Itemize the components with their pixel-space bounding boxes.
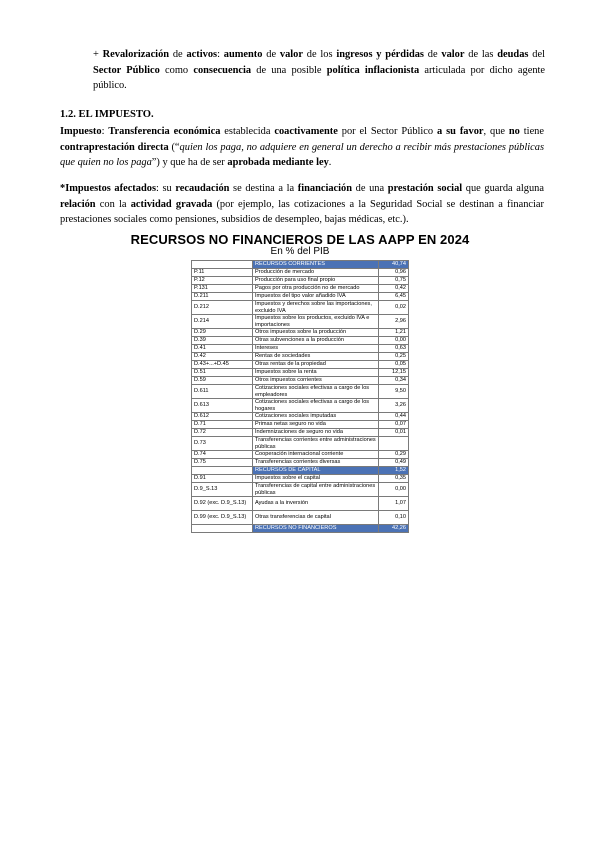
- description-cell: Ayudas a la inversión: [253, 497, 379, 511]
- table-row: [192, 301, 409, 315]
- description-cell: RECURSOS DE CAPITAL: [253, 467, 379, 475]
- value-cell: 0,10: [379, 511, 409, 525]
- description-cell: Impuestos del tipo valor añadido IVA: [253, 293, 379, 301]
- description-cell: Otras rentas de la propiedad: [253, 361, 379, 369]
- value-cell: 0,49: [379, 459, 409, 467]
- code-cell: D.91: [192, 475, 253, 483]
- description-cell: Impuestos sobre la renta: [253, 369, 379, 377]
- resources-table: [191, 260, 409, 533]
- value-cell: 0,25: [379, 353, 409, 361]
- value-cell: 0,05: [379, 361, 409, 369]
- table-section-row: [192, 467, 409, 475]
- paragraph-impuesto: Impuesto: Transferencia económica establecida coactivamente por el Sector Público a su favor, que no tiene contraprestación directa (“quien los paga, no adquiere en general un derecho a recibir más prestaciones públicas que quien no los paga”) y que ha de ser aprobada mediante ley.: [60, 126, 545, 168]
- code-cell: D.41: [192, 345, 253, 353]
- table-row: [192, 451, 409, 459]
- value-cell: 0,42: [379, 285, 409, 293]
- value-cell: [379, 437, 409, 451]
- value-cell: 0,35: [379, 475, 409, 483]
- code-cell: D.211: [192, 293, 253, 301]
- value-cell: 0,63: [379, 345, 409, 353]
- value-cell: 12,15: [379, 369, 409, 377]
- value-cell: 0,96: [379, 269, 409, 277]
- code-cell: D.73: [192, 437, 253, 451]
- code-cell: D.613: [192, 399, 253, 413]
- table-row: [192, 483, 409, 497]
- table-section-row: [192, 525, 409, 533]
- code-cell: D.214: [192, 315, 253, 329]
- description-cell: Transferencias de capital entre administraciones públicas: [253, 483, 379, 497]
- section-heading: 1.2. EL IMPUESTO.: [60, 109, 154, 120]
- value-cell: 0,29: [379, 451, 409, 459]
- code-cell: D.611: [192, 385, 253, 399]
- code-cell: D.29: [192, 329, 253, 337]
- value-cell: 0,34: [379, 377, 409, 385]
- value-cell: 0,01: [379, 429, 409, 437]
- value-cell: 1,21: [379, 329, 409, 337]
- table-row: [192, 459, 409, 467]
- description-cell: RECURSOS NO FINANCIEROS: [253, 525, 379, 533]
- value-cell: 3,26: [379, 399, 409, 413]
- code-cell: D.612: [192, 413, 253, 421]
- value-cell: 6,45: [379, 293, 409, 301]
- code-cell: P.11: [192, 269, 253, 277]
- paragraph-impuestos-afectados: *Impuestos afectados: su recaudación se destina a la financiación de una prestación social que guarda alguna relación con la actividad gravada (por ejemplo, las cotizaciones a la Seguridad Social se destinan a financiar prestaciones sociales como pensiones, subsidios de desempleo, bajas médicas, etc.).: [60, 183, 544, 225]
- table-row: [192, 293, 409, 301]
- code-cell: D.99 (exc. D.9_S.13): [192, 511, 253, 525]
- description-cell: Intereses: [253, 345, 379, 353]
- table-subtitle: En % del PIB: [270, 246, 330, 257]
- table-row: [192, 277, 409, 285]
- description-cell: Impuestos y derechos sobre las importaciones, excluido IVA: [253, 301, 379, 315]
- description-cell: Cotizaciones sociales efectivas a cargo de los empleadores: [253, 385, 379, 399]
- description-cell: Otros impuestos corrientes: [253, 377, 379, 385]
- code-cell: D.72: [192, 429, 253, 437]
- table-row: [192, 399, 409, 413]
- code-cell: D.42: [192, 353, 253, 361]
- value-cell: 0,00: [379, 337, 409, 345]
- value-cell: 0,00: [379, 483, 409, 497]
- table-row: [192, 369, 409, 377]
- code-cell: [192, 525, 253, 533]
- description-cell: Impuestos sobre el capital: [253, 475, 379, 483]
- code-cell: [192, 467, 253, 475]
- description-cell: Producción para uso final propio: [253, 277, 379, 285]
- description-cell: Primas netas seguro no vida: [253, 421, 379, 429]
- description-cell: Indemnizaciones de seguro no vida: [253, 429, 379, 437]
- value-cell: 1,07: [379, 497, 409, 511]
- code-cell: D.43+...+D.45: [192, 361, 253, 369]
- table-row: [192, 329, 409, 337]
- description-cell: Otras subvenciones a la producción: [253, 337, 379, 345]
- table-row: [192, 353, 409, 361]
- table-row: [192, 377, 409, 385]
- description-cell: Transferencias corrientes diversas: [253, 459, 379, 467]
- value-cell: 0,44: [379, 413, 409, 421]
- table-row: [192, 429, 409, 437]
- value-cell: 0,02: [379, 301, 409, 315]
- table-row: [192, 421, 409, 429]
- code-cell: D.39: [192, 337, 253, 345]
- paragraph-revalorizacion: + Revalorización de activos: aumento de valor de los ingresos y pérdidas de valor de las deudas del Sector Público como consecuencia de una posible política inflacionista articulada por dicho agente público.: [93, 49, 546, 91]
- description-cell: Pagos por otra producción no de mercado: [253, 285, 379, 293]
- table-row: [192, 475, 409, 483]
- table-row: [192, 361, 409, 369]
- description-cell: Cooperación internacional corriente: [253, 451, 379, 459]
- description-cell: Impuestos sobre los productos, excluido IVA e importaciones: [253, 315, 379, 329]
- code-cell: D.59: [192, 377, 253, 385]
- description-cell: Rentas de sociedades: [253, 353, 379, 361]
- description-cell: Producción de mercado: [253, 269, 379, 277]
- code-cell: D.9_S.13: [192, 483, 253, 497]
- table-row: [192, 413, 409, 421]
- code-cell: D.92 (exc. D.9_S.13): [192, 497, 253, 511]
- table-row: [192, 437, 409, 451]
- value-cell: 0,07: [379, 421, 409, 429]
- table-row: [192, 385, 409, 399]
- table-row: [192, 345, 409, 353]
- code-cell: D.51: [192, 369, 253, 377]
- table-row: [192, 497, 409, 511]
- table-row: [192, 269, 409, 277]
- value-cell: 0,75: [379, 277, 409, 285]
- code-cell: D.71: [192, 421, 253, 429]
- description-cell: Otras transferencias de capital: [253, 511, 379, 525]
- code-cell: P.131: [192, 285, 253, 293]
- table-row: [192, 315, 409, 329]
- code-cell: [192, 261, 253, 269]
- code-cell: D.75: [192, 459, 253, 467]
- code-cell: P.12: [192, 277, 253, 285]
- description-cell: Cotizaciones sociales imputadas: [253, 413, 379, 421]
- value-cell: 9,50: [379, 385, 409, 399]
- table-row: [192, 285, 409, 293]
- table-section-row: [192, 261, 409, 269]
- table-title: RECURSOS NO FINANCIEROS DE LAS AAPP EN 2024: [130, 232, 470, 247]
- code-cell: D.212: [192, 301, 253, 315]
- value-cell: 1,52: [379, 467, 409, 475]
- description-cell: Cotizaciones sociales efectivas a cargo de los hogares: [253, 399, 379, 413]
- code-cell: D.74: [192, 451, 253, 459]
- table-row: [192, 337, 409, 345]
- value-cell: 42,26: [379, 525, 409, 533]
- description-cell: Transferencias corrientes entre administraciones públicas: [253, 437, 379, 451]
- value-cell: 40,74: [379, 261, 409, 269]
- table-row: [192, 511, 409, 525]
- description-cell: RECURSOS CORRIENTES: [253, 261, 379, 269]
- value-cell: 2,96: [379, 315, 409, 329]
- description-cell: Otros impuestos sobre la producción: [253, 329, 379, 337]
